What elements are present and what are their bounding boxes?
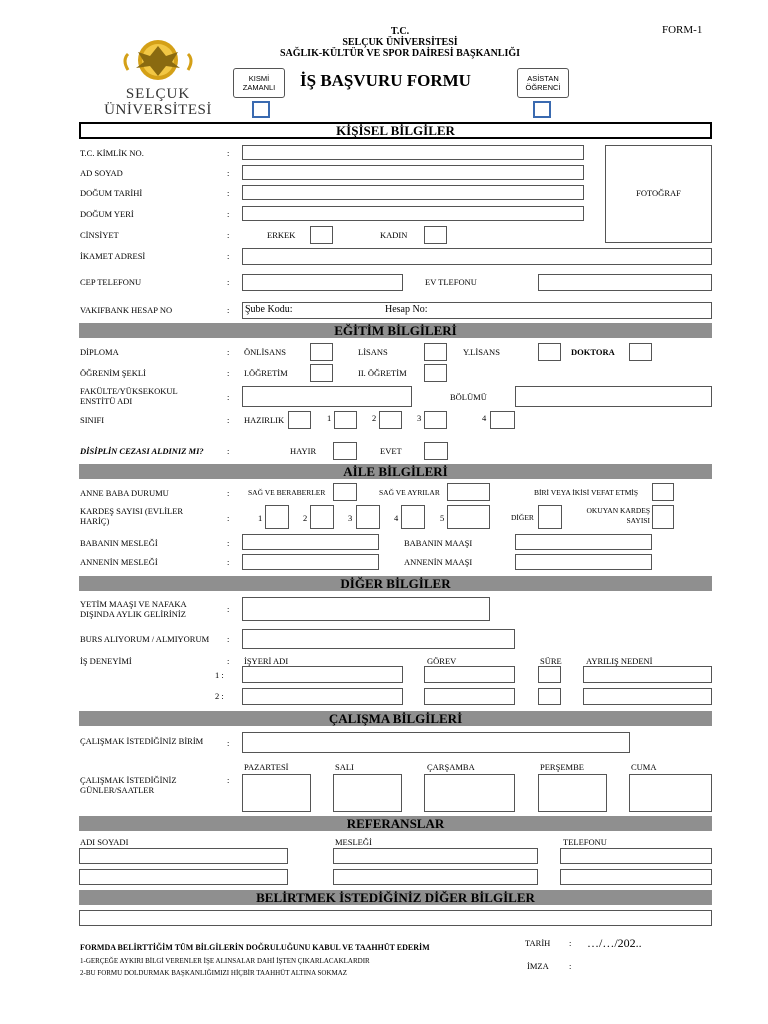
label-sibling-1: 1 xyxy=(258,513,263,523)
monday-hours-field[interactable] xyxy=(242,774,311,812)
label-no: HAYIR xyxy=(290,446,317,456)
colon: : xyxy=(227,251,230,261)
label-sibling-4: 4 xyxy=(394,513,399,523)
colon: : xyxy=(227,209,230,219)
form-title: İŞ BAŞVURU FORMU xyxy=(300,71,471,90)
mother-job-field[interactable] xyxy=(242,554,379,570)
label-signature: İMZA xyxy=(527,961,549,971)
label-doktora: DOKTORA xyxy=(571,347,615,357)
label-year-4: 4 xyxy=(482,413,487,423)
label-monday: PAZARTESİ xyxy=(244,762,289,772)
declaration-text: FORMDA BELİRTTİĞİM TÜM BİLGİLERİN DOĞRULUĞUNU KABUL VE TAAHHÜT EDERİM xyxy=(80,943,430,952)
label-prep: HAZIRLIK xyxy=(244,415,285,425)
label-birth-place: DOĞUM YERİ xyxy=(80,209,134,219)
label-department: BÖLÜMÜ xyxy=(450,392,487,402)
colon: : xyxy=(227,368,230,378)
label-reason: AYRILIŞ NEDENİ xyxy=(586,656,653,666)
additional-info-field[interactable] xyxy=(79,910,712,926)
studying-siblings-checkbox[interactable] xyxy=(652,505,674,529)
form-number: FORM-1 xyxy=(662,24,703,36)
colon: : xyxy=(569,961,572,971)
year-2-checkbox[interactable] xyxy=(379,411,402,429)
label-parents: ANNE BABA DURUMU xyxy=(80,488,169,498)
mobile-field[interactable] xyxy=(242,274,403,291)
exp2-reason-field[interactable] xyxy=(583,688,712,705)
colon: : xyxy=(227,634,230,644)
label-female: KADIN xyxy=(380,230,408,240)
other-siblings-checkbox[interactable] xyxy=(538,505,562,529)
label-ref-phone: TELEFONU xyxy=(563,837,607,847)
year-3-checkbox[interactable] xyxy=(424,411,447,429)
deceased-checkbox[interactable] xyxy=(652,483,674,501)
label-duration: SÜRE xyxy=(540,656,562,666)
date-value[interactable]: …/…/202.. xyxy=(587,936,642,950)
label-faculty: FAKÜLTE/YÜKSEKOKUL ENSTİTÜ ADI xyxy=(80,386,178,406)
ref1-job-field[interactable] xyxy=(333,848,538,864)
colon: : xyxy=(227,415,230,425)
father-job-field[interactable] xyxy=(242,534,379,550)
sibling-5-checkbox[interactable] xyxy=(447,505,490,529)
female-checkbox[interactable] xyxy=(424,226,447,244)
note-2: 2-BU FORMU DOLDURMAK BAŞKANLIĞIMIZI HİÇBİR TAAHHÜT ALTINA SOKMAZ xyxy=(80,969,348,977)
label-study-mode: ÖĞRENİM ŞEKLİ xyxy=(80,368,146,378)
logo-text-2: ÜNİVERSİTESİ xyxy=(104,102,212,118)
prep-checkbox[interactable] xyxy=(288,411,311,429)
label-discipline: DİSİPLİN CEZASI ALDINIZ MI? xyxy=(80,446,204,456)
branch-code-label: Şube Kodu: xyxy=(245,304,293,315)
colon: : xyxy=(227,347,230,357)
friday-hours-field[interactable] xyxy=(629,774,712,812)
doktora-checkbox[interactable] xyxy=(629,343,652,361)
label-tuesday: SALI xyxy=(335,762,354,772)
eagle-seal-icon xyxy=(108,34,208,86)
label-siblings: KARDEŞ SAYISI (EVLİLER HARİÇ) xyxy=(80,506,184,526)
label-work-unit: ÇALIŞMAK İSTEDİĞİNİZ BİRİM xyxy=(80,736,204,746)
label-tc-no: T.C. KİMLİK NO. xyxy=(80,148,144,158)
university-logo xyxy=(104,34,212,120)
bank-account-field[interactable] xyxy=(242,302,712,319)
discipline-no-checkbox[interactable] xyxy=(333,442,357,460)
label-year-1: 1 xyxy=(327,413,332,423)
colon: : xyxy=(227,738,230,748)
note-1: 1-GERÇEĞE AYKIRI BİLGİ VERENLER İŞE ALINSALAR DAHİ İŞTEN ÇIKARLACAKLARDIR xyxy=(80,957,370,965)
label-sibling-3: 3 xyxy=(348,513,353,523)
colon: : xyxy=(227,230,230,240)
ref2-name-field[interactable] xyxy=(79,869,288,885)
label-year: SINIFI xyxy=(80,415,105,425)
photo-label: FOTOĞRAF xyxy=(636,188,681,198)
discipline-yes-checkbox[interactable] xyxy=(424,442,448,460)
label-row-1: 1 : xyxy=(215,670,224,680)
label-address: İKAMET ADRESİ xyxy=(80,251,146,261)
assistant-checkbox[interactable] xyxy=(533,101,551,118)
label-wednesday: ÇARŞAMBA xyxy=(427,762,475,772)
male-checkbox[interactable] xyxy=(310,226,333,244)
year-1-checkbox[interactable] xyxy=(334,411,357,429)
ref1-phone-field[interactable] xyxy=(560,848,712,864)
exp2-workplace-field[interactable] xyxy=(242,688,403,705)
colon: : xyxy=(227,188,230,198)
wednesday-hours-field[interactable] xyxy=(424,774,515,812)
section-family: AİLE BİLGİLERİ xyxy=(79,464,712,479)
birth-date-field[interactable] xyxy=(242,185,584,200)
part-time-checkbox[interactable] xyxy=(252,101,270,118)
label-work-days: ÇALIŞMAK İSTEDİĞİNİZ GÜNLER/SAATLER xyxy=(80,775,177,795)
together-checkbox[interactable] xyxy=(333,483,357,501)
section-work: ÇALIŞMA BİLGİLERİ xyxy=(79,711,712,726)
label-gender: CİNSİYET xyxy=(80,230,119,240)
colon: : xyxy=(227,557,230,567)
label-ref-name: ADI SOYADI xyxy=(80,837,129,847)
label-home-phone: EV TLEFONU xyxy=(425,277,477,287)
label-male: ERKEK xyxy=(267,230,296,240)
second-education-checkbox[interactable] xyxy=(424,364,447,382)
exp1-workplace-field[interactable] xyxy=(242,666,403,683)
label-workplace: İŞYERİ ADI xyxy=(244,656,289,666)
first-education-checkbox[interactable] xyxy=(310,364,333,382)
section-other: DİĞER BİLGİLER xyxy=(79,576,712,591)
label-onlisans: ÖNLİSANS xyxy=(244,347,287,357)
lisans-checkbox[interactable] xyxy=(424,343,447,361)
scholarship-field[interactable] xyxy=(242,629,515,649)
label-scholarship: BURS ALIYORUM / ALMIYORUM xyxy=(80,634,210,644)
colon: : xyxy=(227,446,230,456)
birth-place-field[interactable] xyxy=(242,206,584,221)
section-references: REFERANSLAR xyxy=(79,816,712,831)
logo-text-1: SELÇUK xyxy=(125,86,191,102)
colon: : xyxy=(227,392,230,402)
label-name: AD SOYAD xyxy=(80,168,123,178)
separated-checkbox[interactable] xyxy=(447,483,490,501)
label-studying-siblings: OKUYAN KARDEŞ SAYISI xyxy=(586,506,650,525)
exp1-reason-field[interactable] xyxy=(583,666,712,683)
section-education: EĞİTİM BİLGİLERİ xyxy=(79,323,712,338)
tc-no-field[interactable] xyxy=(242,145,584,160)
part-time-label: KISMİ ZAMANLI xyxy=(242,74,276,92)
label-date: TARİH xyxy=(525,938,551,948)
sibling-2-checkbox[interactable] xyxy=(310,505,334,529)
label-first-education: I.ÖĞRETİM xyxy=(244,368,288,378)
header-tc: T.C. xyxy=(390,26,410,37)
part-time-label-box xyxy=(233,68,285,98)
label-lisans: LİSANS xyxy=(358,347,388,357)
section-personal: KİŞİSEL BİLGİLER xyxy=(79,122,712,139)
label-together: SAĞ VE BERABERLER xyxy=(248,488,326,497)
colon: : xyxy=(227,148,230,158)
colon: : xyxy=(227,305,230,315)
colon: : xyxy=(227,656,230,666)
label-mobile: CEP TELEFONU xyxy=(80,277,142,287)
name-field[interactable] xyxy=(242,165,584,180)
label-second-education: II. ÖĞRETİM xyxy=(358,368,407,378)
work-unit-field[interactable] xyxy=(242,732,630,753)
colon: : xyxy=(227,488,230,498)
thursday-hours-field[interactable] xyxy=(538,774,607,812)
onlisans-checkbox[interactable] xyxy=(310,343,333,361)
colon: : xyxy=(227,604,230,614)
colon: : xyxy=(227,775,230,785)
exp1-duration-field[interactable] xyxy=(538,666,561,683)
ref2-phone-field[interactable] xyxy=(560,869,712,885)
home-phone-field[interactable] xyxy=(538,274,712,291)
label-thursday: PERŞEMBE xyxy=(540,762,584,772)
assistant-label: ASİSTAN ÖĞRENCİ xyxy=(525,74,561,92)
colon: : xyxy=(227,277,230,287)
ref1-name-field[interactable] xyxy=(79,848,288,864)
ref2-job-field[interactable] xyxy=(333,869,538,885)
label-year-2: 2 xyxy=(372,413,377,423)
sibling-4-checkbox[interactable] xyxy=(401,505,425,529)
exp1-position-field[interactable] xyxy=(424,666,515,683)
sibling-1-checkbox[interactable] xyxy=(265,505,289,529)
label-father-job: BABANIN MESLEĞİ xyxy=(80,538,158,548)
label-sibling-2: 2 xyxy=(303,513,308,523)
father-salary-field[interactable] xyxy=(515,534,652,550)
label-other-siblings: DİĞER xyxy=(511,513,534,522)
colon: : xyxy=(569,938,572,948)
orphan-income-field[interactable] xyxy=(242,597,490,621)
exp2-duration-field[interactable] xyxy=(538,688,561,705)
colon: : xyxy=(227,168,230,178)
mother-salary-field[interactable] xyxy=(515,554,652,570)
label-mother-job: ANNENİN MESLEĞİ xyxy=(80,557,158,567)
label-position: GÖREV xyxy=(427,656,457,666)
label-year-3: 3 xyxy=(417,413,422,423)
sibling-3-checkbox[interactable] xyxy=(356,505,380,529)
ylisans-checkbox[interactable] xyxy=(538,343,561,361)
department-field[interactable] xyxy=(515,386,712,407)
label-row-2: 2 : xyxy=(215,691,224,701)
label-friday: CUMA xyxy=(631,762,657,772)
label-birth-date: DOĞUM TARİHİ xyxy=(80,188,143,198)
assistant-label-box xyxy=(517,68,569,98)
label-separated: SAĞ VE AYRILAR xyxy=(379,488,440,497)
section-additional: BELİRTMEK İSTEDİĞİNİZ DİĞER BİLGİLER xyxy=(79,890,712,905)
label-ylisans: Y.LİSANS xyxy=(463,347,500,357)
header-university: SELÇUK ÜNİVERSİTESİ xyxy=(342,37,458,48)
faculty-field[interactable] xyxy=(242,386,412,407)
label-ref-job: MESLEĞİ xyxy=(335,837,372,847)
exp2-position-field[interactable] xyxy=(424,688,515,705)
label-sibling-5: 5 xyxy=(440,513,445,523)
account-no-label: Hesap No: xyxy=(385,304,428,315)
year-4-checkbox[interactable] xyxy=(490,411,515,429)
label-mother-salary: ANNENİN MAAŞI xyxy=(404,557,473,567)
label-yes: EVET xyxy=(380,446,402,456)
label-deceased: BİRİ VEYA İKİSİ VEFAT ETMİŞ xyxy=(534,488,639,497)
header-department: SAĞLIK-KÜLTÜR VE SPOR DAİRESİ BAŞKANLIĞI xyxy=(279,48,521,59)
label-diploma: DİPLOMA xyxy=(80,347,119,357)
label-orphan-income: YETİM MAAŞI VE NAFAKA DIŞINDA AYLIK GELİRİNİZ xyxy=(80,599,187,619)
address-field[interactable] xyxy=(242,248,712,265)
tuesday-hours-field[interactable] xyxy=(333,774,402,812)
colon: : xyxy=(227,538,230,548)
label-experience: İŞ DENEYİMİ xyxy=(80,656,132,666)
label-father-salary: BABANIN MAAŞI xyxy=(404,538,473,548)
colon: : xyxy=(227,513,230,523)
label-bank: VAKIFBANK HESAP NO xyxy=(80,305,173,315)
